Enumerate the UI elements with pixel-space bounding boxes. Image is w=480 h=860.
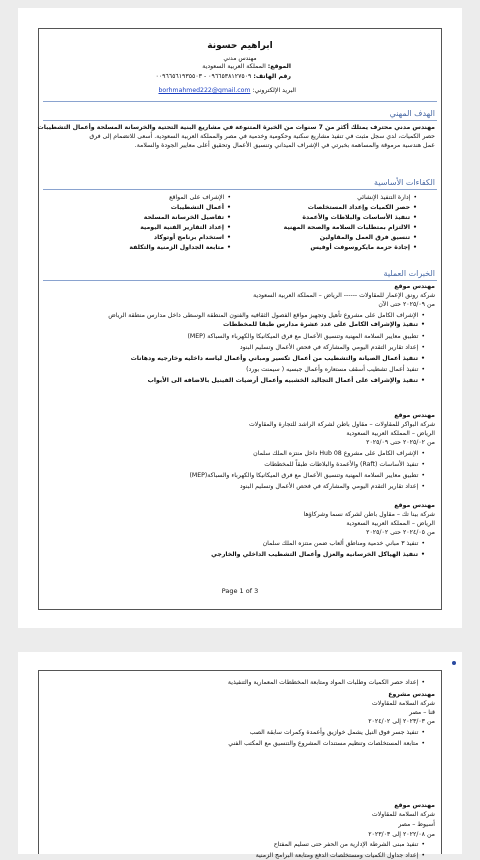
page-2-frame (38, 670, 442, 859)
job-company: شركة بينا تك – مقاول باطن لشركة نسما وشركاؤها (303, 511, 435, 518)
job-location: أسيوط – مصر (398, 821, 435, 828)
job-title: مهندس موقع (394, 802, 435, 809)
job-bullet: • متابعة المستخلصات وتنظيم مستندات المشروع والتنسيق مع المكتب الفني (228, 740, 425, 748)
page-1-frame (38, 28, 442, 610)
objective-heading: الهدف المهني (389, 109, 435, 118)
skills-heading: الكفاءات الأساسية (374, 178, 435, 187)
location-value: المملكة العربية السعودية (202, 63, 266, 70)
job-location: قنا – مصر (409, 709, 435, 716)
email-line (158, 87, 296, 94)
job-bullet: • الإشراف الكامل على مشروع Hub 08 داخل منتزه الملك سلمان (253, 450, 425, 458)
job-period: من ٢٠٢٥/٠٩ حتى الآن (378, 301, 435, 308)
page-footer: Page 1 of 3 (221, 587, 259, 595)
skills-right-column (284, 193, 417, 253)
skill-item: • تنسيق فرق العمل والمقاولين (284, 233, 417, 243)
skills-divider (43, 189, 437, 190)
experience-divider (43, 280, 437, 281)
job-bullet: • تنفيذ أعمال تشطيب أسقف مستعاره وأعمال جبسيه ( سيمنت بورد) (246, 366, 425, 374)
job-bullet: • تنفيذ والإشراف الكامل على عدد عشرة مدارس طبقا للمخططات (223, 321, 425, 329)
job-company: شركة السلامة للمقاولات (371, 700, 435, 707)
job-bullet: • إعداد حصر الكميات وطلبات المواد ومتابعة المخططات المعمارية والتنفيذية (228, 679, 425, 687)
skill-item: • استخدام برنامج أوتوكاد (129, 233, 231, 243)
job-company: شركة رونق الإعمار للمقاولات ------ الرياض – المملكة العربية السعودية (253, 292, 435, 299)
skill-item: • الإشراف على المواقع (129, 193, 231, 203)
email-link[interactable]: borhmahmed222@gmail.com (158, 87, 251, 94)
job-title: مهندس مشروع (388, 691, 435, 698)
job-bullet: • تنفيذ أعمال الصيانة والتشطيب من أعمال تكسير ومباني وأعمال لياسه داخليه وخارجيه ودهانات (131, 355, 425, 363)
skill-item: • أعمال التشطيبات (129, 203, 231, 213)
job-period: من ٢٠٢٤/٠٥ حتى ٢٠٢٥/٠٢ (366, 529, 435, 536)
job-period: من ٢٠٢٣/٠٣ إلى ٢٠٢٤/٠٢ (368, 718, 435, 725)
objective-divider (43, 120, 437, 121)
job-title: مهندس موقع (394, 412, 435, 419)
job-title: مهندس موقع (394, 502, 435, 509)
job-bullet: • تنفيذ ٣ مباني خدمية ومناطق ألعاب ضمن منتزه الملك سلمان (263, 540, 425, 548)
skill-item: • حصر الكميات وإعداد المستخلصات (284, 203, 417, 213)
job-title: مهندس موقع (394, 283, 435, 290)
job-bullet: • إعداد تقارير التقدم اليومي والمشاركة في فحص الأعمال وتسليم البنود (240, 483, 425, 491)
skill-item: • إعداد التقارير الفنية اليومية (129, 223, 231, 233)
objective-line-3: عمل هندسية مرموقة والمساهمة بخبرتي في الإشراف الميداني وتنسيق الأعمال وتحقيق أعلى معايير الجودة والسلامة. (134, 142, 435, 149)
job-bullet: • تنفيذ الأساسات (Raft) والأعمدة والبلاطات طبقاً للمخططات (264, 461, 425, 469)
header-divider (43, 101, 437, 102)
job-bullet: • تطبيق معايير السلامة المهنية وتنسيق الأعمال مع فرق الميكانيكا والكهرباء والسباكة (MEP) (188, 333, 426, 341)
skill-item: • إدارة التنفيذ الإنشائي (284, 193, 417, 203)
document-page-2 (18, 652, 462, 859)
skill-item: • الالتزام بمتطلبات السلامة والصحة المهنية (284, 223, 417, 233)
comment-marker-icon[interactable] (452, 661, 456, 665)
job-bullet: • تنفيذ مبنى الشرطة الإدارية من الحفر حتى تسليم المفتاح (274, 841, 425, 849)
skill-item: • متابعة الجداول الزمنية والتكلفة (129, 243, 231, 253)
phone-value: ٠٩٦٦٥٣٨١٢٧٥٠٩ - ٠٠٩٦٦٥٦١٩٣٥٥٠٣ (155, 73, 252, 80)
email-label: البريد الإلكتروني: (252, 87, 296, 94)
job-period: من ٢٠٢٢/٠٨ إلى ٢٠٢٣/٠٣ (368, 831, 435, 838)
skills-left-column (129, 193, 231, 253)
job-location: الرياض – المملكة العربية السعودية (346, 430, 435, 437)
objective-line-2: حصر الكميات، لدي سجل مثبت في تنفيذ مشاريع سكنية وحكومية وخدمية في مصر والمملكة العربية السعودية. أسعى للانضمام إلى فرق (89, 133, 435, 140)
location-line (202, 63, 291, 70)
phone-line (155, 73, 291, 80)
job-bullet: • تنفيذ الهياكل الخرسانية والعزل وأعمال التشطيب الداخلي والخارجي (211, 551, 425, 559)
objective-line-1: مهندس مدني محترف يمتلك أكثر من 7 سنوات من الخبرة المتنوعة في مشاريع البنية التحتية والخرسانة المسلحة وأعمال التشطيبات (37, 124, 435, 131)
job-bullet: • إعداد جداول الكميات ومستخلصات الدفع ومتابعة البرامج الزمنية (256, 852, 425, 860)
job-location: الرياض – المملكة العربية السعودية (346, 520, 435, 527)
candidate-name: ابراهيم حسونة (207, 41, 273, 51)
skill-item: • إجادة حزمة مايكروسوفت أوفيس (284, 243, 417, 253)
document-page-1 (18, 8, 462, 628)
location-label: الموقع: (267, 63, 291, 70)
job-bullet: • تطبيق معايير السلامة المهنية وتنسيق الأعمال مع فرق الميكانيكا والكهرباء والسباكة(MEP) (189, 472, 425, 480)
job-period: من ٢٠٢٥/٠٢ حتى ٢٠٢٥/٠٩ (366, 439, 435, 446)
job-bullet: • تنفيذ جسر فوق النيل يشمل خوازيق وأعمدة وكمرات سابقة الصب (250, 729, 425, 737)
candidate-title: مهندس مدني (223, 55, 257, 62)
job-bullet: • تنفيذ والإشراف على أعمال التجاليد الخشبيه وأعمال أرضيات الفينيل بالاضافه الى الأبواب (148, 377, 425, 385)
phone-label: رقم الهاتف: (253, 73, 291, 80)
experience-heading: الخبرات العملية (383, 269, 435, 278)
job-company: شركة السلامة للمقاولات (371, 811, 435, 818)
skill-item: • تنفيذ الأساسات والبلاطات والأعمدة (284, 213, 417, 223)
job-company: شركة البواكر للمقاولات – مقاول باطن لشركة الراشد للتجارة والمقاولات (248, 421, 435, 428)
job-bullet: • الإشراف الكامل على مشروع تأهيل وتجهيز مواقع الفصول الثقافيه والفنون المنطقة الوسطى داخل مدارس منطقة الرياض (108, 312, 425, 320)
skill-item: • تفاصيل الخرسانة المسلحة (129, 213, 231, 223)
job-bullet: • إعداد تقارير التقدم اليومي والمشاركة في فحص الأعمال وتسليم البنود (240, 344, 425, 352)
